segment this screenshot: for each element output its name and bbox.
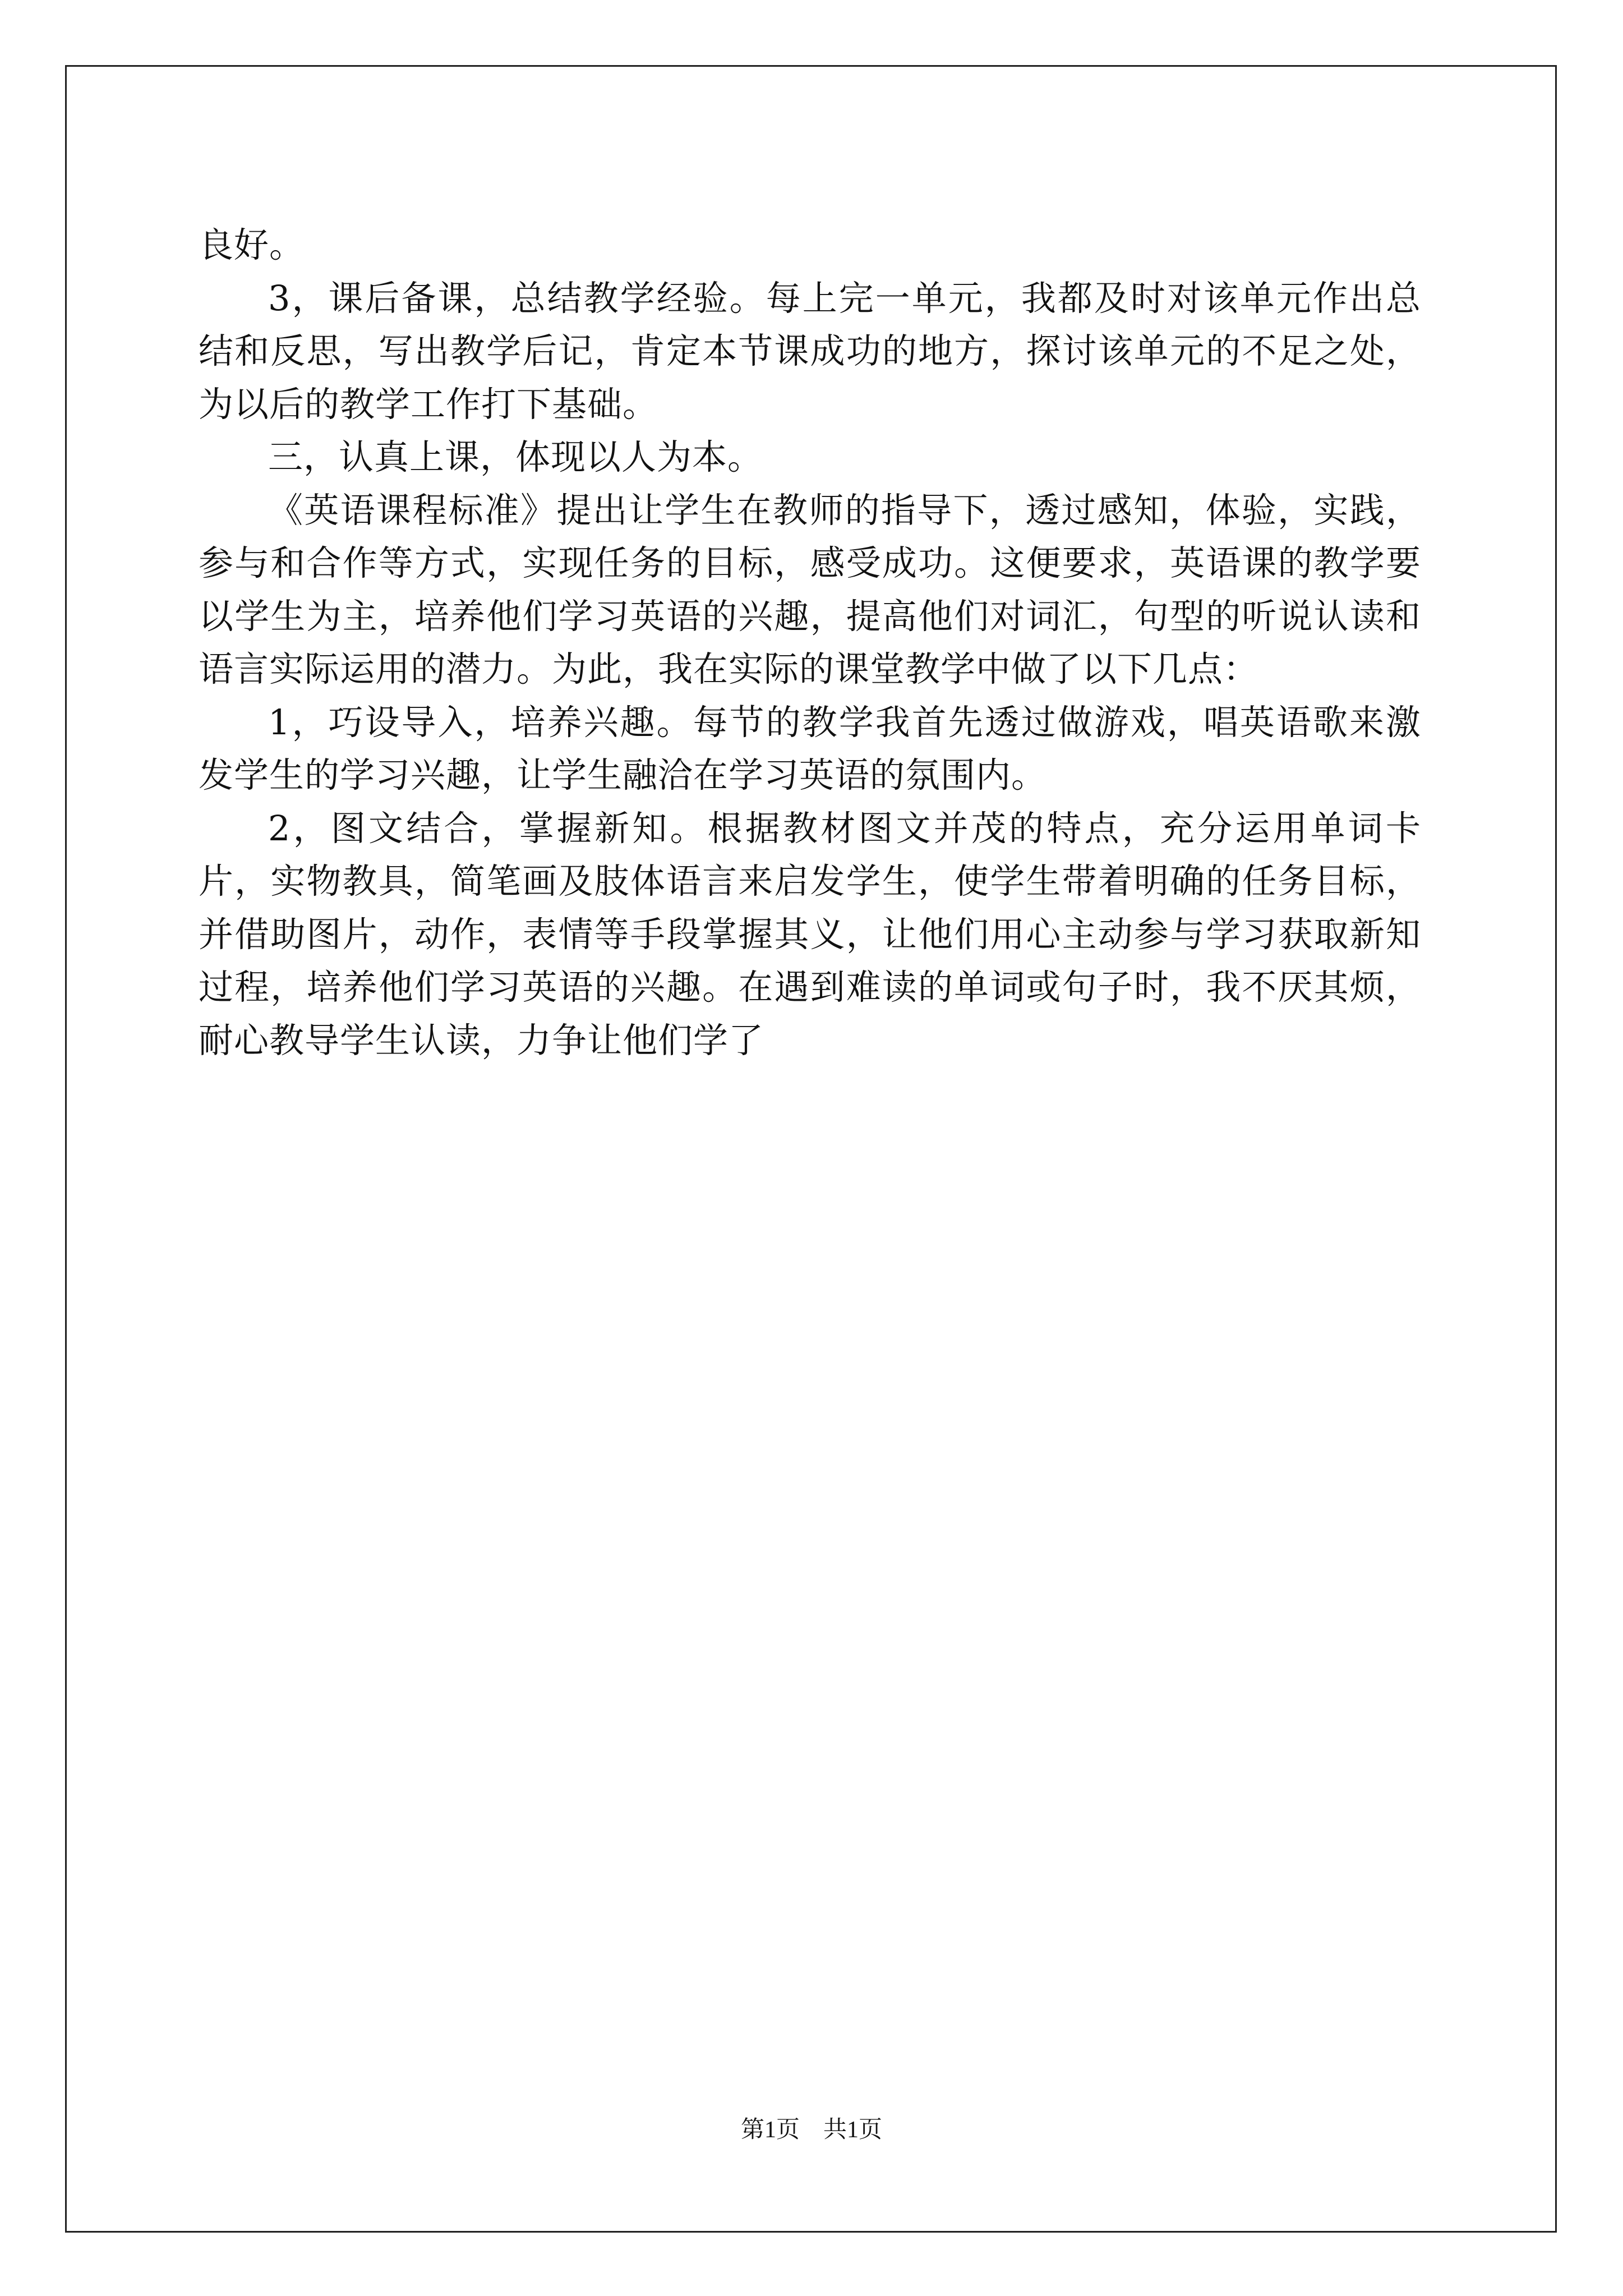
paragraph-2: 3，课后备课，总结教学经验。每上完一单元，我都及时对该单元作出总结和反思，写出教学后记，肯定本节课成功的地方，探讨该单元的不足之处，为以后的教学工作打下基础。 [199,277,1421,425]
paragraph-6: 2，图文结合，掌握新知。根据教材图文并茂的特点，充分运用单词卡片，实物教具，简笔画及肢体语言来启发学生，使学生带着明确的任务目标，并借助图片，动作，表情等手段掌握其义，让他们用心主动参与学习获取新知过程，培养他们学习英语的兴趣。在遇到难读的单词或句子时，我不厌其烦，耐心教导学生认读，力争让他们学了 [199,807,1421,1061]
paragraph-5: 1，巧设导入，培养兴趣。每节的教学我首先透过做游戏，唱英语歌来激发学生的学习兴趣，让学生融洽在学习英语的氛围内。 [199,701,1421,795]
document-body [199,219,1421,1067]
paragraph-4: 《英语课程标准》提出让学生在教师的指导下，透过感知，体验，实践，参与和合作等方式，实现任务的目标，感受成功。这便要求，英语课的教学要以学生为主，培养他们学习英语的兴趣，提高他们对词汇，句型的听说认读和语言实际运用的潜力。为此，我在实际的课堂教学中做了以下几点： [199,489,1421,689]
paragraph-3: 三，认真上课，体现以人为本。 [268,436,763,477]
page-number: 第1页 [740,2117,800,2143]
page-footer [0,2116,1623,2144]
paragraph-1: 良好。 [199,224,305,265]
page-total: 共1页 [823,2117,883,2143]
